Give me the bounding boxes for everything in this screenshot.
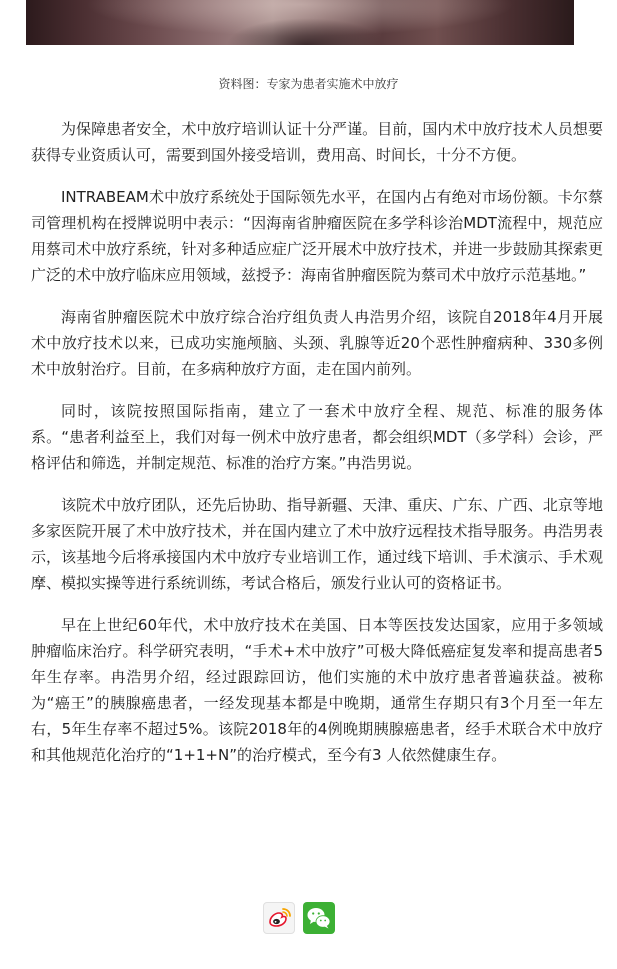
- share-bar: [263, 902, 335, 934]
- article-paragraph: INTRABEAM术中放疗系统处于国际领先水平，在国内占有绝对市场份额。卡尔蔡司管理机构在授牌说明中表示：“因海南省肿瘤医院在多学科诊治MDT流程中，规范应用蔡司术中放疗系统，针对多种适应症广泛开展术中放疗技术，并进一步鼓励其探索更广泛的术中放疗临床应用领域，兹授予：海南省肿瘤医院为蔡司术中放疗示范基地。”: [31, 188, 603, 284]
- weibo-icon: [264, 903, 294, 933]
- wechat-share-button[interactable]: [303, 902, 335, 934]
- article-paragraph: 同时，该院按照国际指南，建立了一套术中放疗全程、规范、标准的服务体系。“患者利益至上，我们对每一例术中放疗患者，都会组织MDT（多学科）会诊，严格评估和筛选，并制定规范、标准的治疗方案。”冉浩男说。: [31, 402, 603, 472]
- photo-shadow: [226, 18, 386, 45]
- wechat-icon: [303, 902, 335, 934]
- weibo-share-button[interactable]: [263, 902, 295, 934]
- article-paragraph: 为保障患者安全，术中放疗培训认证十分严谨。目前，国内术中放疗技术人员想要获得专业资质认可，需要到国外接受培训，费用高、时间长，十分不方便。: [31, 120, 603, 164]
- surgery-photo: [26, 0, 574, 45]
- article-paragraph: 海南省肿瘤医院术中放疗综合治疗组负责人冉浩男介绍，该院自2018年4月开展术中放疗技术以来，已成功实施颅脑、头颈、乳腺等近20个恶性肿瘤病种、330多例术中放射治疗。目前，在多病种放疗方面，走在国内前列。: [31, 308, 603, 378]
- article-paragraph: 早在上世纪60年代，术中放疗技术在美国、日本等医技发达国家，应用于多领域肿瘤临床治疗。科学研究表明，“手术+术中放疗”可极大降低癌症复发率和提高患者5年生存率。冉浩男介绍，经过跟踪回访，他们实施的术中放疗患者普遍获益。被称为“癌王”的胰腺癌患者，一经发现基本都是中晚期，通常生存期只有3个月至一年左右，5年生存率不超过5%。该院2018年的4例晚期胰腺癌患者，经手术联合术中放疗和其他规范化治疗的“1+1+N”的治疗模式，至今有3 人依然健康生存。: [31, 616, 603, 764]
- figure-caption: 资料图：专家为患者实施术中放疗: [218, 77, 399, 91]
- article-body: [31, 116, 603, 784]
- article-paragraph: 该院术中放疗团队，还先后协助、指导新疆、天津、重庆、广东、广西、北京等地多家医院开展了术中放疗技术，并在国内建立了术中放疗远程技术指导服务。冉浩男表示，该基地今后将承接国内术中放疗专业培训工作，通过线下培训、手术演示、手术观摩、模拟实操等进行系统训练，考试合格后，颁发行业认可的资格证书。: [31, 496, 603, 592]
